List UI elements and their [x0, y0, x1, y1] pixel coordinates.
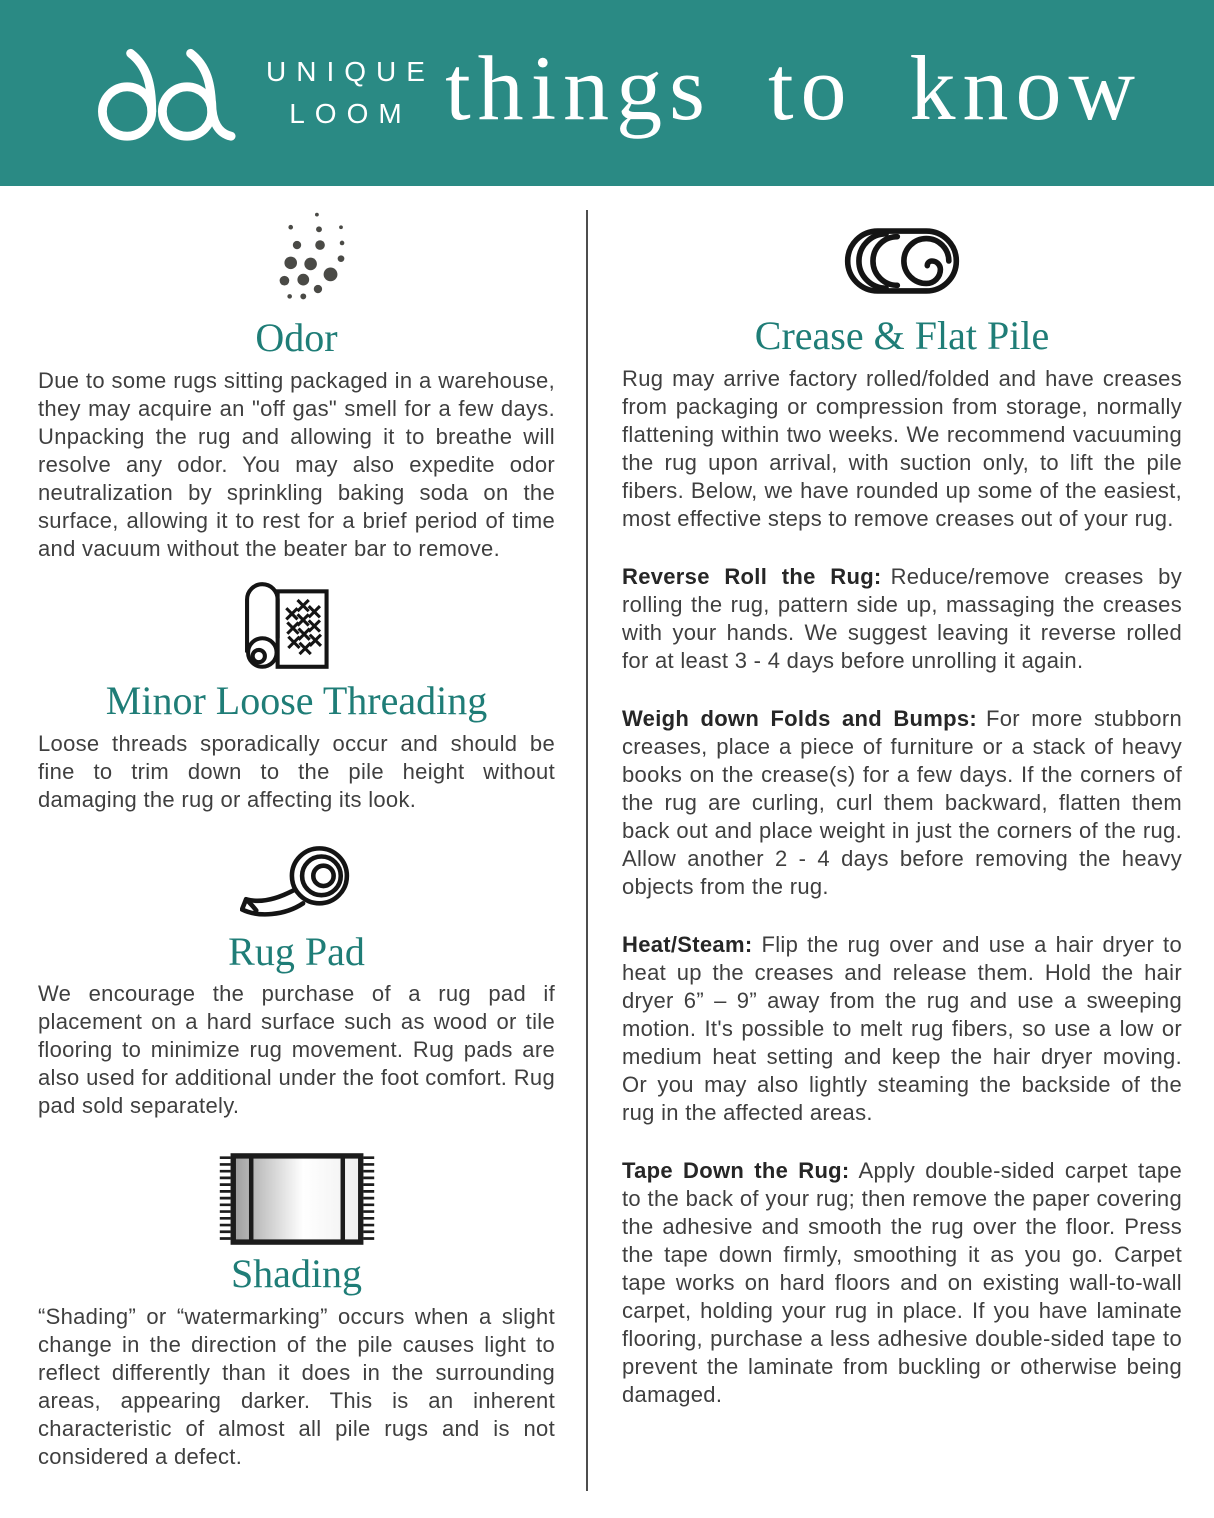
rug-pad-roll-icon	[38, 844, 555, 924]
content-columns	[0, 186, 1214, 1491]
right-column	[588, 186, 1214, 1409]
tip-body: Apply double-sided carpet tape to the back of your rug; then remove the paper covering the adhesive and smooth the rug over the floor. Press the tape down firmly, smoothing it as you go. Carpet tape works on hard floors and on existing wall-to-wall carpet, holding your rug in place. If you have laminate flooring, purchase a less adhesive double-sided tape to prevent the laminate from buckling or otherwise being damaged.	[622, 1157, 1182, 1407]
section-odor	[38, 200, 555, 563]
shaded-rug-icon	[38, 1152, 555, 1246]
rolled-rug-threading-icon	[38, 579, 555, 673]
section-heading: Rug Pad	[228, 928, 365, 974]
rolled-rug-crease-icon	[622, 226, 1182, 296]
tip-body: Flip the rug over and use a hair dryer to heat up the creases and release them. Hold the hair dryer 6” – 9” away from the rug and use a sweeping motion. It's possible to melt rug fibers, so use a low or medium heat setting and keep the hair dryer moving. Or you may also lightly steaming the backside of the rug in the affected areas.	[622, 931, 1182, 1125]
section-heading: Minor Loose Threading	[105, 677, 488, 723]
tip-label: Reverse Roll the Rug:	[622, 563, 882, 589]
tip-body: For more stubborn creases, place a piece of furniture or a stack of heavy books on the crease(s) for a few days. If the corners of the rug are curling, curl them backward, flatten them back out and place weight in just the corners of the rug. Allow another 2 - 4 days before removing the heavy objects from the rug.	[622, 705, 1182, 899]
brand-line2: LOOM	[289, 98, 412, 129]
tip-heat-steam	[622, 931, 1182, 1127]
header-banner	[0, 0, 1214, 186]
section-heading: Shading	[230, 1251, 363, 1297]
section-heading: Crease & Flat Pile	[754, 313, 1050, 358]
tip-label: Tape Down the Rug:	[622, 1157, 850, 1183]
brand-name	[266, 51, 435, 135]
tip-label: Weigh down Folds and Bumps:	[622, 705, 978, 731]
section-heading: Odor	[255, 315, 338, 360]
brand-line1: UNIQUE	[266, 56, 435, 87]
odor-dots-icon	[38, 200, 555, 310]
tip-body: Reduce/remove creases by rolling the rug, pattern side up, massaging the creases with your hands. We suggest leaving it reverse rolled for at least 3 - 4 days before unrolling it again.	[622, 563, 1182, 673]
tip-tape-down	[622, 1157, 1182, 1409]
section-shading	[38, 1152, 555, 1471]
brand	[90, 41, 435, 145]
unique-loom-logo-icon	[90, 41, 240, 145]
section-loose-threading	[38, 579, 555, 814]
section-rug-pad	[38, 844, 555, 1121]
section-intro: Rug may arrive factory rolled/folded and have creases from packaging or compression from storage, normally flattening within two weeks. We recommend vacuuming the rug upon arrival, with suction only, to lift the pile fibers. Below, we have rounded up some of the easiest, most effective steps to remove creases out of your rug.	[622, 365, 1182, 531]
tip-label: Heat/Steam:	[622, 931, 753, 957]
tip-weigh-down	[622, 705, 1182, 901]
section-body: Loose threads sporadically occur and should be fine to trim down to the pile height without damaging the rug or affecting its look.	[38, 730, 555, 812]
tip-reverse-roll	[622, 563, 1182, 675]
section-body: Due to some rugs sitting packaged in a warehouse, they may acquire an "off gas" smell for a few days. Unpacking the rug and allowing it to breathe will resolve any odor. You may also expedite odor neutralization by sprinkling baking soda on the surface, allowing it to rest for a brief period of time and vacuum without the beater bar to remove.	[38, 367, 555, 561]
left-column	[0, 186, 586, 1471]
section-body: We encourage the purchase of a rug pad if placement on a hard surface such as wood or tile flooring to minimize rug movement. Rug pads are also used for additional under the foot comfort. Rug pad sold separately.	[38, 981, 555, 1119]
section-body: “Shading” or “watermarking” occurs when a slight change in the direction of the pile causes light to reflect differently than it does in the surrounding areas, appearing darker. This is an inherent characteristic of almost all pile rugs and is not considered a defect.	[38, 1304, 555, 1470]
page-title: things to know	[445, 37, 1142, 139]
